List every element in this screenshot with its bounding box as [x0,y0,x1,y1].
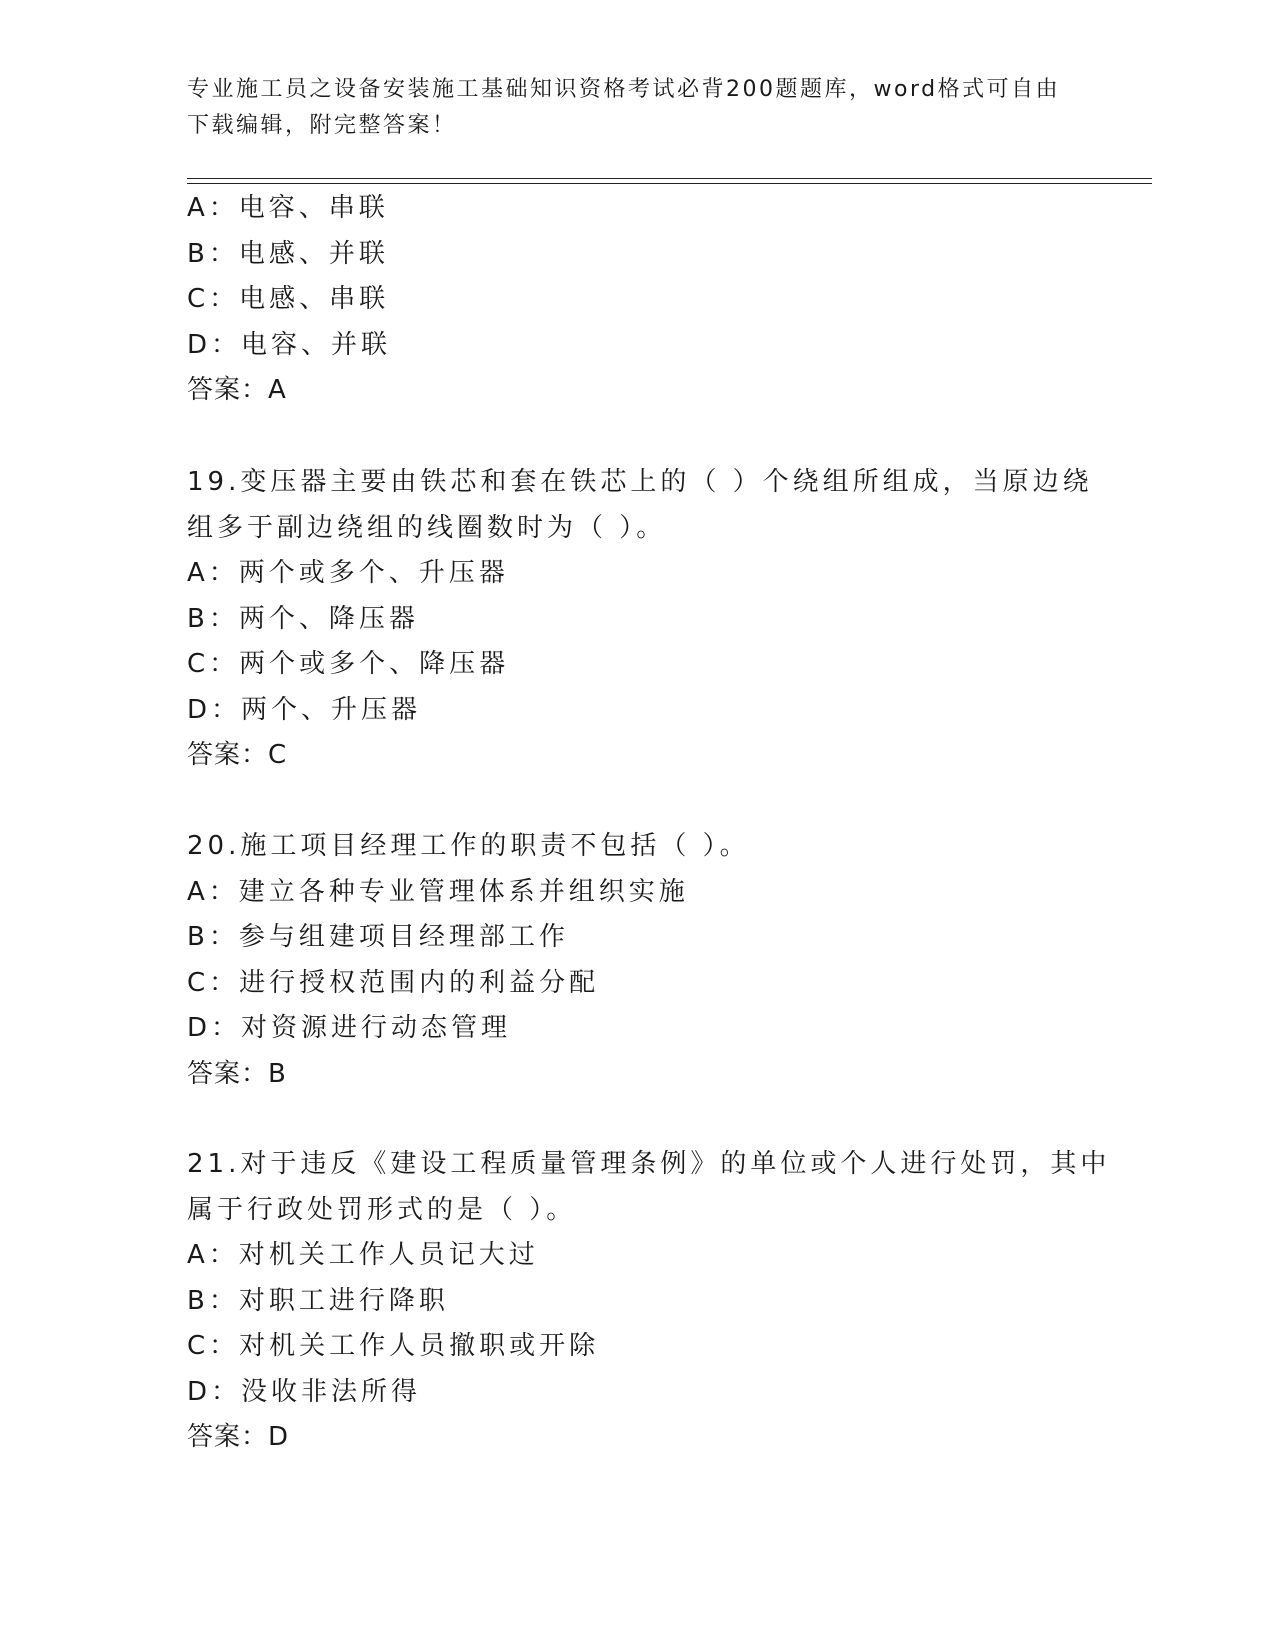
option-d: D：对资源进行动态管理 [187,1013,512,1043]
option-b: B：电感、并联 [187,238,389,269]
header-line-2: 下载编辑，附完整答案！ [187,113,457,138]
header-divider-bottom [187,183,1152,184]
option-b: B：两个、降压器 [187,603,419,634]
option-d: D：两个、升压器 [187,694,422,725]
option-c: C：进行授权范围内的利益分配 [187,967,600,998]
question-text-line-1: 21.对于违反《建设工程质量管理条例》的单位或个人进行处罚，其中 [187,1149,1111,1179]
answer-line: 答案：B [187,1058,287,1089]
option-c: C：两个或多个、降压器 [187,649,510,679]
option-b: B：参与组建项目经理部工作 [187,922,569,952]
option-a: A：电容、串联 [187,193,389,223]
question-text-line-1: 20.施工项目经理工作的职责不包括（ ）。 [187,831,750,861]
answer-line: 答案：D [187,1422,290,1452]
question-text-line-1: 19.变压器主要由铁芯和套在铁芯上的（ ）个绕组所组成，当原边绕 [187,467,1093,497]
answer-line: 答案：A [187,375,287,405]
option-a: A：两个或多个、升压器 [187,558,509,588]
answer-line: 答案：C [187,740,288,770]
option-c: C：电感、串联 [187,284,390,314]
option-a: A：建立各种专业管理体系并组织实施 [187,876,689,907]
question-text-line-2: 组多于副边绕组的线圈数时为（ ）。 [187,512,667,543]
question-block-21 [187,1142,1111,1461]
header-line-1: 专业施工员之设备安装施工基础知识资格考试必背200题题库，word格式可自由 [187,77,1061,102]
option-d: D：电容、并联 [187,329,392,360]
option-c: C：对机关工作人员撤职或开除 [187,1331,600,1361]
option-d: D：没收非法所得 [187,1376,422,1407]
option-a: A：对机关工作人员记大过 [187,1240,539,1270]
question-block-18-tail [187,186,1087,414]
header-divider-top [187,178,1152,179]
document-header [187,72,1077,144]
option-b: B：对职工进行降职 [187,1285,449,1316]
question-block-20 [187,824,1087,1097]
question-text-line-2: 属于行政处罚形式的是（ ）。 [187,1194,577,1225]
question-block-19 [187,460,1093,779]
